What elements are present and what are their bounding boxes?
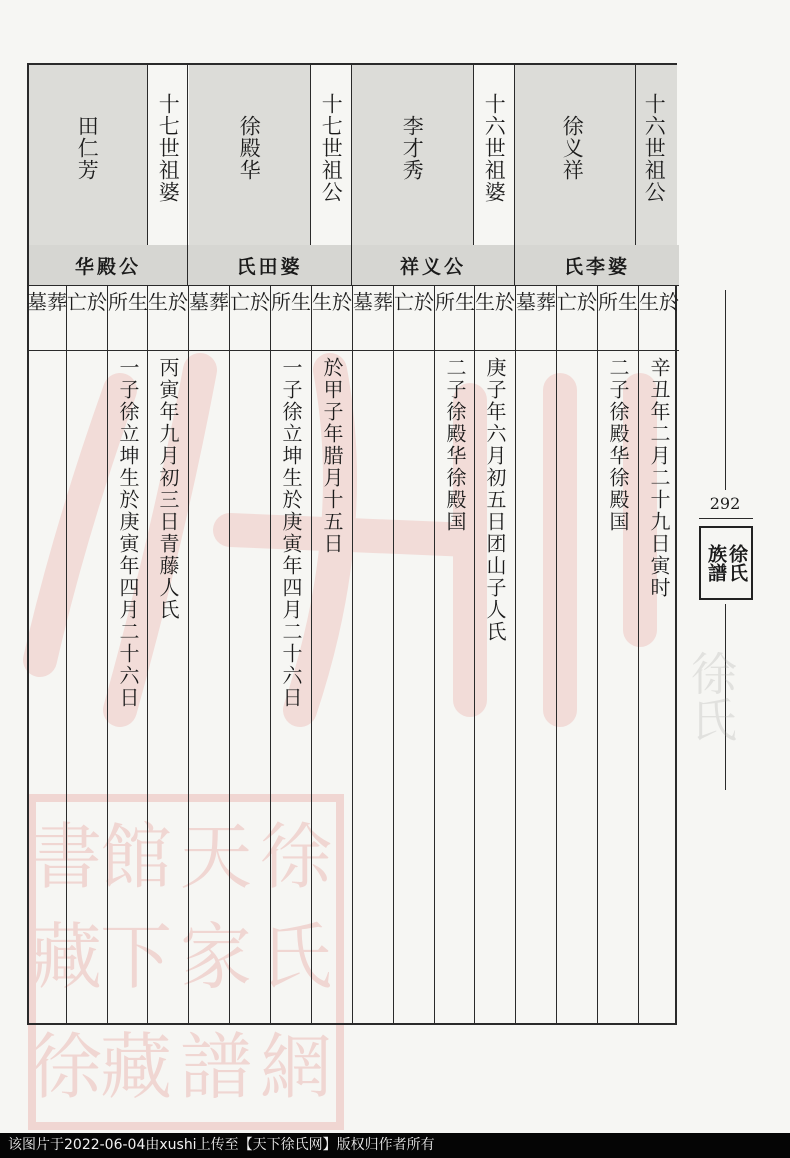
seal-char: 徐	[259, 815, 333, 899]
logo-char: 族	[705, 544, 727, 563]
margin-line-top	[725, 290, 726, 490]
field-label: 亡於	[394, 290, 434, 314]
seal-char: 藏	[29, 915, 103, 999]
field-label: 所生	[271, 290, 311, 314]
field-value: 二子徐殿华徐殿国	[443, 357, 467, 533]
field-label: 生於	[312, 290, 352, 314]
seal-char: 氏	[259, 915, 333, 999]
field-label: 生於	[148, 290, 188, 314]
side-watermark: 徐氏	[684, 650, 738, 742]
seal-char: 天	[179, 815, 253, 899]
genealogy-table	[27, 63, 677, 1025]
field-value: 於甲子年腊月十五日	[320, 357, 344, 555]
field-label: 墓葬	[516, 290, 556, 314]
page-number-underline	[699, 518, 753, 519]
person-name: 田仁芳	[75, 115, 100, 181]
seal-char: 譜	[179, 1025, 253, 1109]
spouse-band: 华殿公	[29, 245, 187, 285]
seal-char: 藏	[99, 1025, 173, 1109]
field-value: 庚子年六月初五日团山子人氏	[483, 357, 507, 643]
field-value: 一子徐立坤生於庚寅年四月二十六日	[116, 357, 140, 709]
field-value: 二子徐殿华徐殿国	[606, 357, 630, 533]
generation-title: 十六世祖公	[642, 93, 667, 203]
logo-char: 氏	[726, 563, 748, 582]
field-value: 辛丑年二月二十九日寅时	[647, 357, 671, 599]
spouse-band: 祥义公	[352, 245, 514, 285]
field-value: 丙寅年九月初三日青藤人氏	[156, 357, 180, 621]
generation-title: 十七世祖婆	[156, 93, 181, 203]
seal-char: 徐	[29, 1025, 103, 1109]
field-label: 生於	[639, 290, 679, 314]
seal-char: 下	[99, 915, 173, 999]
generation-title: 十七世祖公	[319, 93, 344, 203]
seal-char: 館	[99, 815, 173, 899]
logo-char: 譜	[705, 563, 727, 582]
field-label: 亡於	[557, 290, 597, 314]
person-name: 李才秀	[400, 115, 425, 181]
spouse-band: 氏李婆	[515, 245, 679, 285]
person-name: 徐殿华	[237, 115, 262, 181]
field-label: 所生	[108, 290, 148, 314]
field-label: 所生	[598, 290, 638, 314]
field-label: 墓葬	[353, 290, 393, 314]
field-label: 墓葬	[27, 290, 67, 314]
field-label: 亡於	[230, 290, 270, 314]
logo-char: 徐	[726, 544, 748, 563]
seal-char: 家	[179, 915, 253, 999]
upload-footer: 该图片于2022-06-04由xushi上传至【天下徐氏网】版权归作者所有	[0, 1133, 790, 1158]
field-label: 所生	[435, 290, 475, 314]
field-value: 一子徐立坤生於庚寅年四月二十六日	[279, 357, 303, 709]
seal-char: 網	[259, 1025, 333, 1109]
field-label: 亡於	[67, 290, 107, 314]
generation-title: 十六世祖婆	[482, 93, 507, 203]
field-label: 生於	[475, 290, 515, 314]
spouse-band: 氏田婆	[188, 245, 351, 285]
page-number: 292	[709, 494, 741, 513]
xu-clan-genealogy-logo	[699, 526, 753, 600]
field-label: 墓葬	[189, 290, 229, 314]
seal-char: 書	[29, 815, 103, 899]
person-name: 徐义祥	[560, 115, 585, 181]
